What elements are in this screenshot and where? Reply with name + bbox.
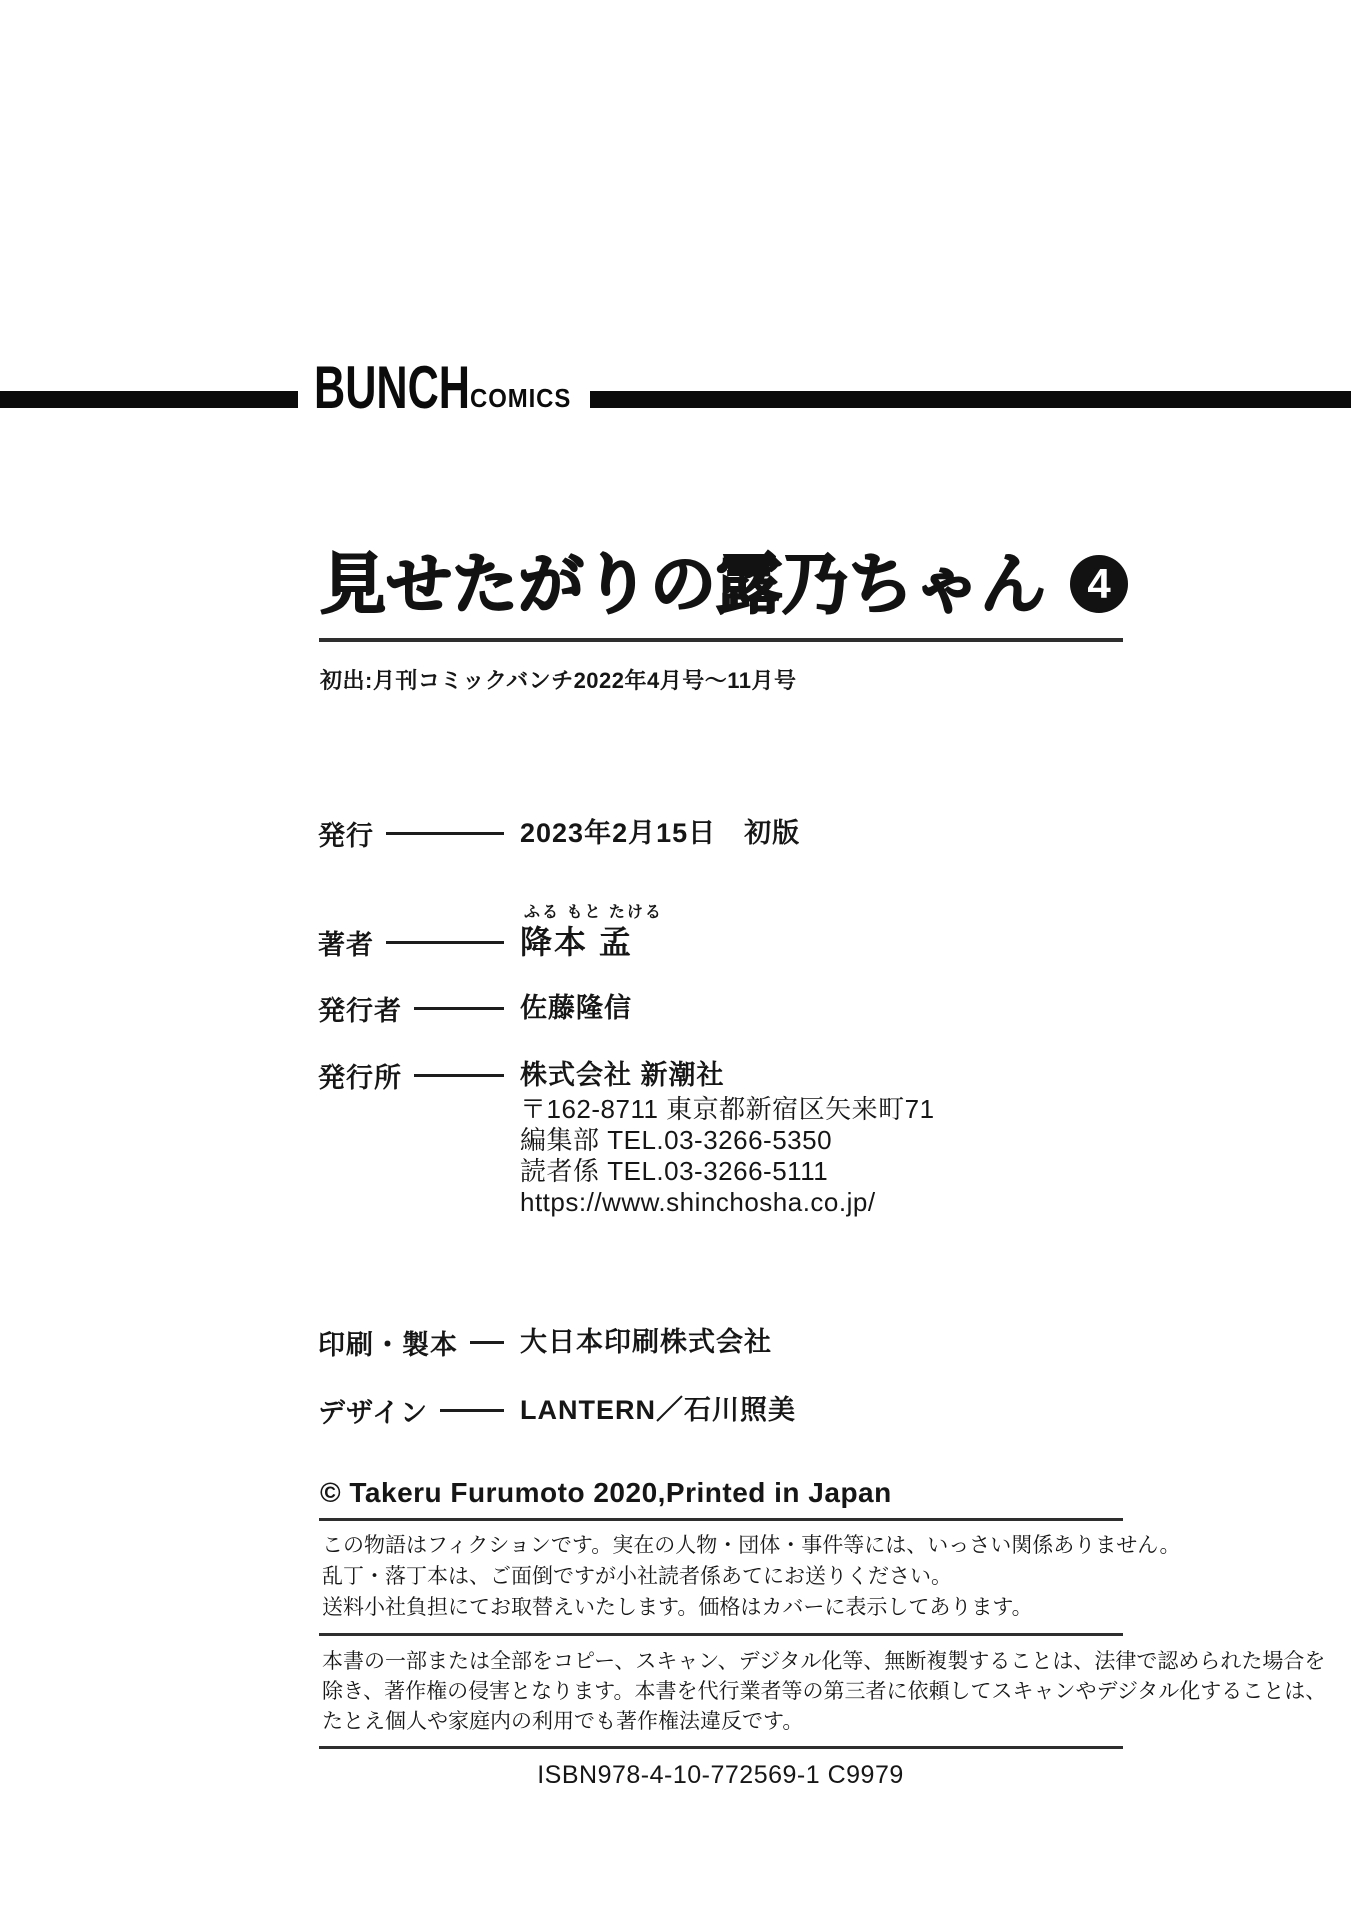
designer-value: LANTERN／石川照美	[520, 1395, 796, 1425]
isbn-line: ISBN978-4-10-772569-1 C9979	[537, 1761, 904, 1789]
bunch-logo-text: BUNCH	[314, 354, 470, 421]
divider-rule	[319, 1746, 1123, 1749]
notice-line: 除き、著作権の侵害となります。本書を代行業者等の第三者に依頼してスキャンやデジタル化することは、	[322, 1680, 1327, 1703]
publisher-editorial-tel: 編集部 TEL.03-3266-5350	[520, 1125, 833, 1155]
leader-line	[414, 1007, 504, 1010]
publisher-readers-tel: 読者係 TEL.03-3266-5111	[520, 1156, 829, 1186]
leader-line	[386, 941, 504, 944]
comics-logo-text: COMICS	[470, 383, 572, 413]
row-designer	[318, 1393, 1123, 1427]
first-publication-note: 初出:月刊コミックバンチ2022年4月号〜11月号	[320, 668, 797, 693]
row-publish-date	[318, 816, 1123, 850]
row-author	[318, 903, 1123, 961]
publish-date-label: 発行	[318, 820, 374, 851]
notice-line: 送料小社負担にてお取替えいたします。価格はカバーに表示してあります。	[322, 1596, 1033, 1619]
author-furigana: ふる もと たける	[524, 904, 663, 921]
copy-prohibition-notice	[322, 1647, 1327, 1737]
leader-line	[470, 1341, 504, 1344]
notice-line: 本書の一部または全部をコピー、スキャン、デジタル化等、無断複製することは、法律で認められた場合を	[322, 1650, 1326, 1673]
logo-bar-left	[0, 391, 298, 408]
row-publisher-person	[318, 991, 1123, 1025]
leader-line	[440, 1409, 504, 1412]
publisher-person-value: 佐藤隆信	[520, 993, 632, 1023]
notice-line: 乱丁・落丁本は、ご面倒ですが小社読者係あてにお送りください。	[322, 1565, 952, 1588]
author-label: 著者	[318, 929, 374, 960]
leader-line	[386, 832, 504, 835]
book-title-row	[320, 549, 1128, 619]
printer-label: 印刷・製本	[318, 1329, 458, 1360]
notice-line: たとえ個人や家庭内の利用でも著作権法違反です。	[322, 1710, 804, 1733]
volume-number-badge: 4	[1070, 555, 1128, 613]
publisher-company-value: 株式会社 新潮社	[520, 1060, 725, 1090]
divider-rule	[319, 1633, 1123, 1636]
book-title: 見せたがりの露乃ちゃん	[320, 547, 1046, 621]
leader-line	[414, 1074, 504, 1077]
publisher-company-label: 発行所	[318, 1062, 402, 1093]
fiction-notice	[322, 1530, 1181, 1623]
publish-date-value: 2023年2月15日 初版	[520, 818, 801, 848]
publisher-person-label: 発行者	[318, 995, 402, 1026]
author-name: 降本 孟	[520, 924, 633, 960]
designer-label: デザイン	[318, 1397, 429, 1428]
row-printer	[318, 1325, 1123, 1359]
publisher-url: https://www.shinchosha.co.jp/	[520, 1187, 876, 1217]
notice-line: この物語はフィクションです。実在の人物・団体・事件等には、いっさい関係ありません。	[322, 1534, 1181, 1557]
publisher-address: 〒162-8711 東京都新宿区矢来町71	[520, 1094, 935, 1124]
logo-bar-right	[590, 391, 1351, 408]
divider-rule	[319, 1518, 1123, 1521]
printer-value: 大日本印刷株式会社	[520, 1327, 772, 1357]
copyright-line: © Takeru Furumoto 2020,Printed in Japan	[320, 1477, 892, 1508]
title-divider-rule	[319, 638, 1123, 642]
row-publisher-company	[318, 1058, 1123, 1218]
